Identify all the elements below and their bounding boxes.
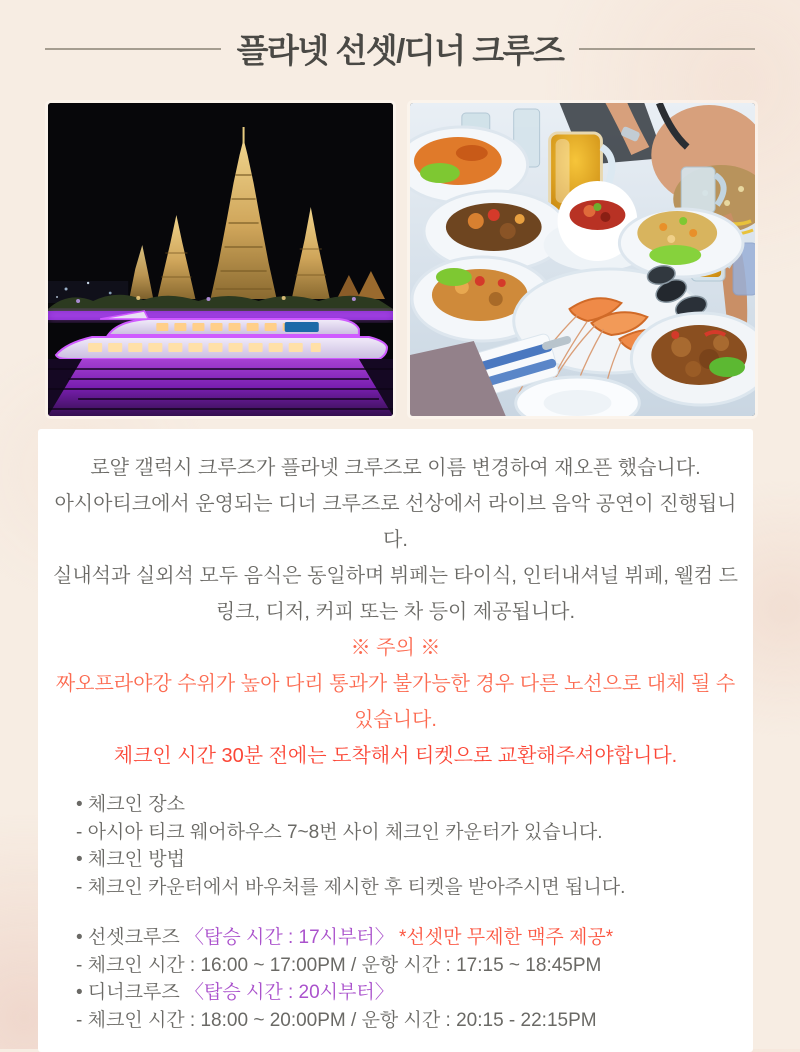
notice-line-1: 짜오프라야강 수위가 높아 다리 통과가 불가능한 경우 다른 노선으로 대체 될 수 있습니다. bbox=[55, 673, 736, 731]
checkin-place-desc: - 아시아 티크 웨어하우스 7~8번 사이 체크인 카운터가 있습니다. bbox=[76, 821, 603, 843]
sunset-boarding-time: 〈탑승 시간 : 17시부터〉 bbox=[184, 927, 394, 948]
sunset-cruise-title bbox=[76, 924, 739, 952]
sunset-beer-perk: *선셋만 무제한 맥주 제공* bbox=[393, 927, 614, 948]
title-rule-right bbox=[579, 48, 755, 50]
checkin-method-desc: - 체크인 카운터에서 바우처를 제시한 후 티켓을 받아주시면 됩니다. bbox=[76, 876, 626, 898]
photo-cruise-night bbox=[48, 103, 393, 416]
description-block bbox=[52, 450, 739, 774]
checkin-block bbox=[76, 791, 739, 901]
dinner-table-illustration bbox=[410, 103, 755, 416]
title-rule-left bbox=[45, 48, 221, 50]
schedule-block bbox=[76, 924, 739, 1034]
page-title: 플라넷 선셋/디너 크루즈 bbox=[236, 32, 564, 69]
page-header bbox=[45, 25, 755, 72]
intro-line-1: 로얄 갤럭시 크루즈가 플라넷 크루즈로 이름 변경하여 재오픈 했습니다. bbox=[90, 457, 701, 479]
intro-line-2: 아시아티크에서 운영되는 디너 크루즈로 선상에서 라이브 음악 공연이 진행됩니다. bbox=[54, 493, 737, 551]
dinner-cruise-title bbox=[76, 979, 739, 1007]
photo-dinner-food bbox=[410, 103, 755, 416]
dinner-cruise-name: • 디너크루즈 bbox=[76, 982, 185, 1003]
photo-row bbox=[48, 103, 755, 416]
dinner-boarding-time: 〈탑승 시간 : 20시부터〉 bbox=[184, 982, 394, 1003]
notice-line-2: 체크인 시간 30분 전에는 도착해서 티켓으로 교환해주셔야합니다. bbox=[113, 745, 678, 767]
info-card bbox=[38, 429, 753, 1052]
checkin-method-title: • 체크인 방법 bbox=[76, 849, 185, 870]
sunset-cruise-name: • 선셋크루즈 bbox=[76, 927, 185, 948]
notice-header: ※ 주의 ※ bbox=[350, 637, 441, 659]
river-reflection bbox=[48, 359, 393, 416]
intro-line-3: 실내석과 실외석 모두 음식은 동일하며 뷔페는 타이식, 인터내셔널 뷔페, 웰컴 드링크, 디저, 커피 또는 차 등이 제공됩니다. bbox=[53, 565, 738, 623]
sunset-cruise-times: - 체크인 시간 : 16:00 ~ 17:00PM / 운항 시간 : 17:15 ~ 18:45PM bbox=[76, 954, 602, 976]
dinner-cruise-times: - 체크인 시간 : 18:00 ~ 20:00PM / 운항 시간 : 20:15 - 22:15PM bbox=[76, 1009, 597, 1031]
cruise-night-illustration bbox=[48, 103, 393, 416]
curry-plate bbox=[631, 313, 755, 405]
checkin-place-title: • 체크인 장소 bbox=[76, 794, 185, 815]
